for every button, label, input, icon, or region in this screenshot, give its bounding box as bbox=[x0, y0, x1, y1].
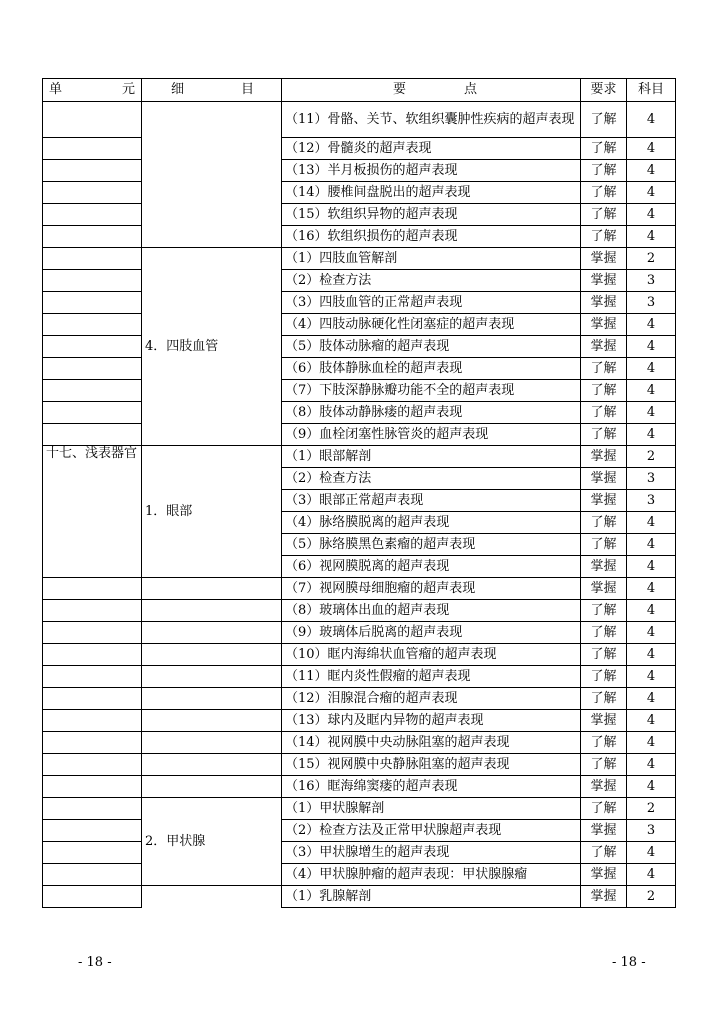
requirement-cell: 掌握 bbox=[581, 270, 627, 292]
requirement-cell: 掌握 bbox=[581, 490, 627, 512]
point-cell: （12）泪腺混合瘤的超声表现 bbox=[282, 688, 581, 710]
point-cell: （15）视网膜中央静脉阻塞的超声表现 bbox=[282, 754, 581, 776]
unit-cell bbox=[43, 336, 142, 358]
requirement-cell: 了解 bbox=[581, 160, 627, 182]
point-cell: （16）软组织损伤的超声表现 bbox=[282, 226, 581, 248]
point-cell: （13）半月板损伤的超声表现 bbox=[282, 160, 581, 182]
requirement-cell: 掌握 bbox=[581, 336, 627, 358]
header-unit: 单 元 bbox=[43, 79, 142, 102]
subject-cell: 4 bbox=[627, 512, 676, 534]
table-row bbox=[43, 402, 676, 424]
table-row bbox=[43, 160, 676, 182]
point-cell: （2）检查方法及正常甲状腺超声表现 bbox=[282, 820, 581, 842]
subject-cell: 4 bbox=[627, 358, 676, 380]
point-cell: （14）腰椎间盘脱出的超声表现 bbox=[282, 182, 581, 204]
table-row bbox=[43, 600, 676, 622]
page-number-right: - 18 - bbox=[612, 955, 646, 970]
subject-cell: 4 bbox=[627, 314, 676, 336]
subject-cell: 4 bbox=[627, 204, 676, 226]
subject-cell: 4 bbox=[627, 622, 676, 644]
subject-cell: 4 bbox=[627, 380, 676, 402]
subject-cell: 4 bbox=[627, 138, 676, 160]
table-row bbox=[43, 182, 676, 204]
subject-cell: 3 bbox=[627, 490, 676, 512]
detail-cell bbox=[142, 644, 282, 666]
detail-cell bbox=[142, 578, 282, 600]
requirement-cell: 了解 bbox=[581, 138, 627, 160]
subject-cell: 4 bbox=[627, 402, 676, 424]
requirement-cell: 掌握 bbox=[581, 820, 627, 842]
point-cell: （8）玻璃体出血的超声表现 bbox=[282, 600, 581, 622]
unit-cell bbox=[43, 182, 142, 204]
point-cell: （12）骨髓炎的超声表现 bbox=[282, 138, 581, 160]
unit-cell bbox=[43, 710, 142, 732]
table-row bbox=[43, 138, 676, 160]
subject-cell: 4 bbox=[627, 754, 676, 776]
table-row bbox=[43, 842, 676, 864]
requirement-cell: 掌握 bbox=[581, 776, 627, 798]
point-cell: （16）眶海绵窦瘘的超声表现 bbox=[282, 776, 581, 798]
unit-cell-superficial: 十七、浅表器官 bbox=[43, 446, 142, 578]
point-cell: （2）检查方法 bbox=[282, 468, 581, 490]
unit-cell bbox=[43, 380, 142, 402]
subject-cell: 4 bbox=[627, 534, 676, 556]
header-subject: 科目 bbox=[627, 79, 676, 102]
point-cell: （6）视网膜脱离的超声表现 bbox=[282, 556, 581, 578]
detail-cell bbox=[142, 102, 282, 248]
point-cell: （1）四肢血管解剖 bbox=[282, 248, 581, 270]
point-cell: （9）血栓闭塞性脉管炎的超声表现 bbox=[282, 424, 581, 446]
table-row bbox=[43, 776, 676, 798]
detail-cell bbox=[142, 688, 282, 710]
point-cell: （10）眶内海绵状血管瘤的超声表现 bbox=[282, 644, 581, 666]
unit-cell bbox=[43, 270, 142, 292]
unit-cell bbox=[43, 622, 142, 644]
unit-cell bbox=[43, 138, 142, 160]
subject-cell: 4 bbox=[627, 600, 676, 622]
subject-cell: 2 bbox=[627, 798, 676, 820]
unit-cell bbox=[43, 886, 142, 908]
point-cell: （7）下肢深静脉瓣功能不全的超声表现 bbox=[282, 380, 581, 402]
point-cell: （4）四肢动脉硬化性闭塞症的超声表现 bbox=[282, 314, 581, 336]
unit-cell bbox=[43, 644, 142, 666]
point-cell: （7）视网膜母细胞瘤的超声表现 bbox=[282, 578, 581, 600]
detail-cell-eye: 1．眼部 bbox=[142, 446, 282, 578]
subject-cell: 4 bbox=[627, 578, 676, 600]
point-cell: （1）甲状腺解剖 bbox=[282, 798, 581, 820]
detail-cell bbox=[142, 732, 282, 754]
requirement-cell: 了解 bbox=[581, 622, 627, 644]
unit-cell bbox=[43, 248, 142, 270]
table-row bbox=[43, 622, 676, 644]
table-row bbox=[43, 666, 676, 688]
requirement-cell: 了解 bbox=[581, 842, 627, 864]
subject-cell: 3 bbox=[627, 468, 676, 490]
point-cell: （15）软组织异物的超声表现 bbox=[282, 204, 581, 226]
point-cell: （11）眶内炎性假瘤的超声表现 bbox=[282, 666, 581, 688]
requirement-cell: 掌握 bbox=[581, 886, 627, 908]
subject-cell: 2 bbox=[627, 446, 676, 468]
detail-cell-thyroid: 2．甲状腺 bbox=[142, 798, 282, 886]
requirement-cell: 掌握 bbox=[581, 556, 627, 578]
requirement-cell: 了解 bbox=[581, 644, 627, 666]
unit-cell bbox=[43, 226, 142, 248]
unit-cell bbox=[43, 820, 142, 842]
table-row bbox=[43, 204, 676, 226]
requirement-cell: 掌握 bbox=[581, 292, 627, 314]
point-cell: （5）脉络膜黑色素瘤的超声表现 bbox=[282, 534, 581, 556]
unit-cell bbox=[43, 314, 142, 336]
unit-cell bbox=[43, 358, 142, 380]
table-row bbox=[43, 446, 676, 468]
header-requirement: 要求 bbox=[581, 79, 627, 102]
header-detail: 细 目 bbox=[142, 79, 282, 102]
unit-cell bbox=[43, 424, 142, 446]
table-row bbox=[43, 886, 676, 908]
requirement-cell: 掌握 bbox=[581, 468, 627, 490]
point-cell: （13）球内及眶内异物的超声表现 bbox=[282, 710, 581, 732]
requirement-cell: 掌握 bbox=[581, 314, 627, 336]
subject-cell: 4 bbox=[627, 182, 676, 204]
unit-cell bbox=[43, 864, 142, 886]
requirement-cell: 了解 bbox=[581, 512, 627, 534]
unit-cell bbox=[43, 204, 142, 226]
point-cell: （4）脉络膜脱离的超声表现 bbox=[282, 512, 581, 534]
detail-cell bbox=[142, 776, 282, 798]
unit-cell bbox=[43, 754, 142, 776]
requirement-cell: 了解 bbox=[581, 380, 627, 402]
requirement-cell: 了解 bbox=[581, 226, 627, 248]
subject-cell: 4 bbox=[627, 160, 676, 182]
point-cell: （4）甲状腺肿瘤的超声表现：甲状腺腺瘤 bbox=[282, 864, 581, 886]
requirement-cell: 掌握 bbox=[581, 446, 627, 468]
point-cell: （1）眼部解剖 bbox=[282, 446, 581, 468]
subject-cell: 4 bbox=[627, 424, 676, 446]
subject-cell: 4 bbox=[627, 226, 676, 248]
subject-cell: 4 bbox=[627, 102, 676, 138]
requirement-cell: 掌握 bbox=[581, 864, 627, 886]
requirement-cell: 了解 bbox=[581, 358, 627, 380]
table-row bbox=[43, 732, 676, 754]
detail-cell bbox=[142, 666, 282, 688]
unit-cell bbox=[43, 102, 142, 138]
requirement-cell: 了解 bbox=[581, 534, 627, 556]
unit-cell bbox=[43, 292, 142, 314]
point-cell: （6）肢体静脉血栓的超声表现 bbox=[282, 358, 581, 380]
subject-cell: 3 bbox=[627, 270, 676, 292]
subject-cell: 4 bbox=[627, 864, 676, 886]
unit-cell bbox=[43, 798, 142, 820]
unit-cell bbox=[43, 578, 142, 600]
table-row bbox=[43, 336, 676, 358]
detail-cell bbox=[142, 710, 282, 732]
table-row bbox=[43, 270, 676, 292]
unit-cell bbox=[43, 402, 142, 424]
point-cell: （9）玻璃体后脱离的超声表现 bbox=[282, 622, 581, 644]
requirement-cell: 了解 bbox=[581, 798, 627, 820]
point-cell: （14）视网膜中央动脉阻塞的超声表现 bbox=[282, 732, 581, 754]
requirement-cell: 了解 bbox=[581, 424, 627, 446]
requirement-cell: 了解 bbox=[581, 688, 627, 710]
point-cell: （3）甲状腺增生的超声表现 bbox=[282, 842, 581, 864]
table-row bbox=[43, 710, 676, 732]
detail-gap bbox=[142, 886, 282, 908]
requirement-cell: 了解 bbox=[581, 204, 627, 226]
table-row bbox=[43, 358, 676, 380]
unit-cell bbox=[43, 732, 142, 754]
subject-cell: 4 bbox=[627, 666, 676, 688]
requirement-cell: 了解 bbox=[581, 732, 627, 754]
table-row bbox=[43, 248, 676, 270]
point-cell: （2）检查方法 bbox=[282, 270, 581, 292]
subject-cell: 4 bbox=[627, 556, 676, 578]
table-row bbox=[43, 820, 676, 842]
page-number-left: - 18 - bbox=[78, 955, 112, 970]
table-row bbox=[43, 102, 676, 138]
point-cell: （5）肢体动脉瘤的超声表现 bbox=[282, 336, 581, 358]
table-row bbox=[43, 864, 676, 886]
table-row bbox=[43, 578, 676, 600]
subject-cell: 2 bbox=[627, 248, 676, 270]
point-cell: （11）骨骼、关节、软组织囊肿性疾病的超声表现 bbox=[282, 102, 581, 138]
table-row bbox=[43, 292, 676, 314]
requirement-cell: 了解 bbox=[581, 754, 627, 776]
subject-cell: 4 bbox=[627, 776, 676, 798]
requirement-cell: 掌握 bbox=[581, 578, 627, 600]
table-row bbox=[43, 798, 676, 820]
subject-cell: 3 bbox=[627, 820, 676, 842]
requirement-cell: 掌握 bbox=[581, 710, 627, 732]
unit-cell bbox=[43, 600, 142, 622]
detail-cell-limb-vessels: 4．四肢血管 bbox=[142, 248, 282, 446]
unit-cell bbox=[43, 160, 142, 182]
subject-cell: 4 bbox=[627, 336, 676, 358]
table-row bbox=[43, 314, 676, 336]
unit-cell bbox=[43, 688, 142, 710]
requirement-cell: 了解 bbox=[581, 666, 627, 688]
table-row bbox=[43, 424, 676, 446]
subject-cell: 4 bbox=[627, 842, 676, 864]
subject-cell: 4 bbox=[627, 710, 676, 732]
requirement-cell: 了解 bbox=[581, 182, 627, 204]
requirement-cell: 掌握 bbox=[581, 248, 627, 270]
subject-cell: 2 bbox=[627, 886, 676, 908]
point-cell: （3）眼部正常超声表现 bbox=[282, 490, 581, 512]
detail-cell bbox=[142, 754, 282, 776]
table-row bbox=[43, 688, 676, 710]
table-header-row bbox=[43, 79, 676, 102]
point-cell: （3）四肢血管的正常超声表现 bbox=[282, 292, 581, 314]
unit-cell bbox=[43, 666, 142, 688]
table-row bbox=[43, 226, 676, 248]
subject-cell: 4 bbox=[627, 732, 676, 754]
requirement-cell: 了解 bbox=[581, 102, 627, 138]
requirement-cell: 了解 bbox=[581, 600, 627, 622]
detail-cell bbox=[142, 622, 282, 644]
table-row bbox=[43, 380, 676, 402]
table-row bbox=[43, 754, 676, 776]
requirement-cell: 了解 bbox=[581, 402, 627, 424]
table-row bbox=[43, 644, 676, 666]
point-cell: （1）乳腺解剖 bbox=[282, 886, 581, 908]
point-cell: （8）肢体动静脉瘘的超声表现 bbox=[282, 402, 581, 424]
subject-cell: 4 bbox=[627, 688, 676, 710]
unit-cell bbox=[43, 776, 142, 798]
header-point: 要 点 bbox=[282, 79, 581, 102]
detail-cell bbox=[142, 600, 282, 622]
subject-cell: 3 bbox=[627, 292, 676, 314]
syllabus-table bbox=[42, 78, 676, 908]
unit-cell bbox=[43, 842, 142, 864]
subject-cell: 4 bbox=[627, 644, 676, 666]
